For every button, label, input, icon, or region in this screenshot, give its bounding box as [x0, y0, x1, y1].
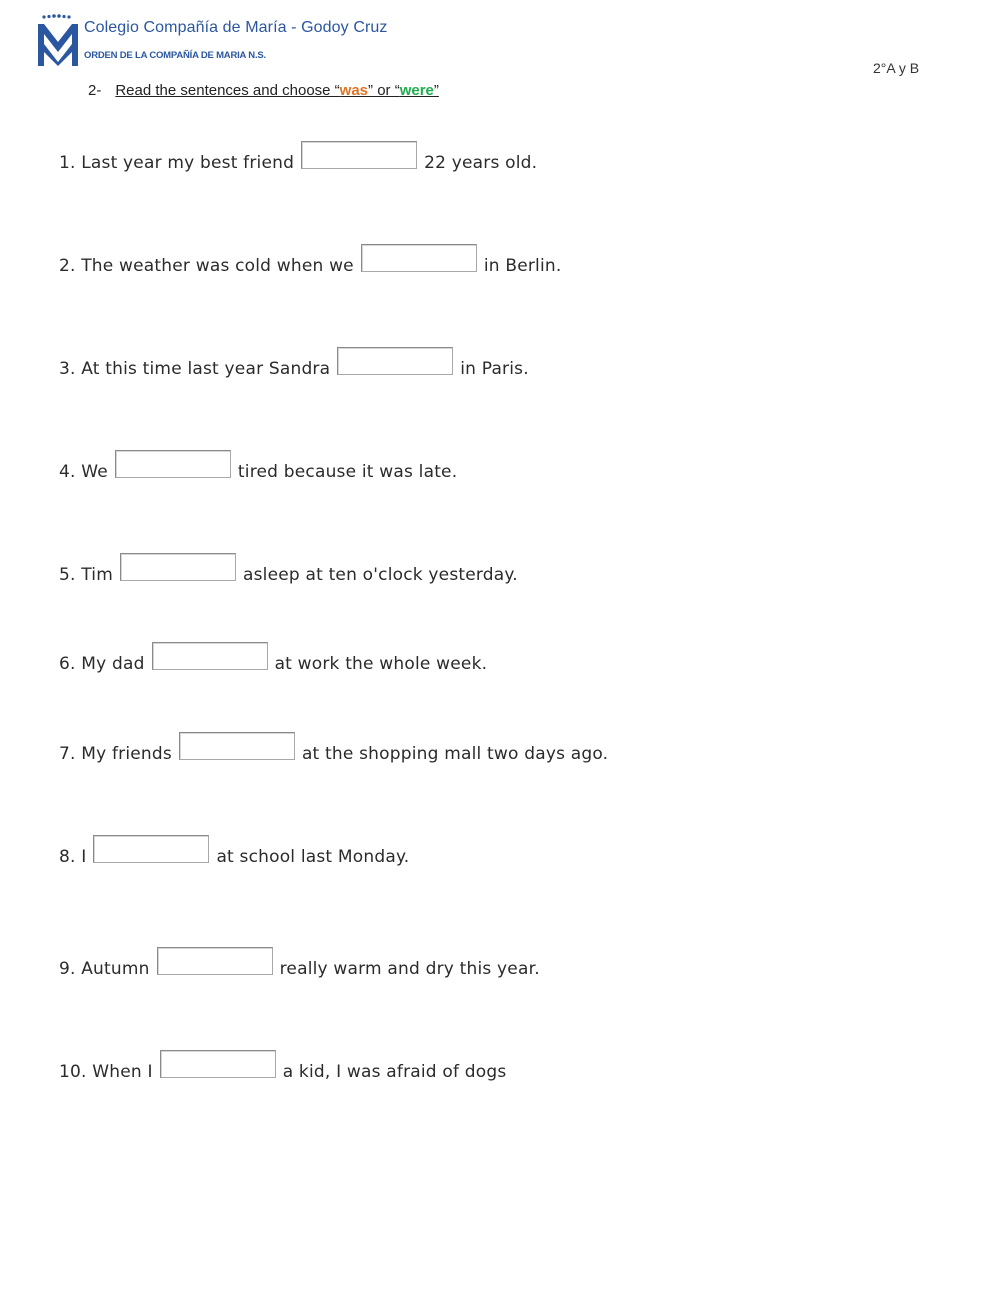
answer-input-1[interactable]: [301, 141, 417, 169]
question-text-before: 7. My friends: [59, 744, 172, 764]
instruction-number: 2-: [88, 82, 102, 99]
question-6: [59, 646, 487, 674]
option-was: was: [339, 82, 369, 99]
school-order: ORDEN DE LA COMPAÑÍA DE MARIA N.S.: [84, 50, 266, 61]
question-text-before: 10. When I: [59, 1062, 153, 1082]
question-text-after: tired because it was late.: [237, 462, 458, 482]
question-text-after: at work the whole week.: [274, 654, 488, 674]
question-7: [59, 736, 608, 764]
question-4: [59, 454, 457, 482]
question-text-before: 6. My dad: [59, 654, 145, 674]
answer-input-6[interactable]: [152, 642, 268, 670]
question-text-before: 1. Last year my best friend: [59, 153, 295, 173]
question-text-after: asleep at ten o'clock yesterday.: [242, 565, 518, 585]
school-name: Colegio Compañía de María - Godoy Cruz: [84, 19, 388, 36]
question-3: [59, 351, 529, 379]
question-text-before: 4. We: [59, 462, 108, 482]
instruction-text: [115, 82, 439, 99]
answer-input-10[interactable]: [160, 1050, 276, 1078]
instruction-text-after: ”: [433, 82, 439, 99]
question-9: [59, 951, 540, 979]
question-text-before: 8. I: [59, 847, 87, 867]
question-text-after: at school last Monday.: [216, 847, 410, 867]
question-8: [59, 839, 409, 867]
question-text-after: really warm and dry this year.: [279, 959, 540, 979]
school-logo: [37, 14, 79, 68]
class-label: 2°A y B: [873, 60, 920, 76]
question-text-before: 2. The weather was cold when we: [59, 256, 354, 276]
instruction-text-before: Read the sentences and choose “: [115, 82, 340, 99]
option-were: were: [399, 82, 434, 99]
question-text-after: a kid, I was afraid of dogs: [282, 1062, 507, 1082]
question-text-after: at the shopping mall two days ago.: [301, 744, 609, 764]
question-text-before: 5. Tim: [59, 565, 113, 585]
question-10: [59, 1054, 506, 1082]
instruction: [88, 82, 439, 99]
question-1: [59, 145, 537, 173]
answer-input-8[interactable]: [93, 835, 209, 863]
answer-input-2[interactable]: [361, 244, 477, 272]
answer-input-3[interactable]: [337, 347, 453, 375]
question-text-before: 9. Autumn: [59, 959, 150, 979]
question-text-after: in Paris.: [460, 359, 529, 379]
answer-input-4[interactable]: [115, 450, 231, 478]
question-text-after: in Berlin.: [483, 256, 562, 276]
question-text-before: 3. At this time last year Sandra: [59, 359, 331, 379]
answer-input-7[interactable]: [179, 732, 295, 760]
question-2: [59, 248, 561, 276]
answer-input-9[interactable]: [157, 947, 273, 975]
instruction-text-middle: ” or “: [368, 82, 400, 99]
question-text-after: 22 years old.: [424, 153, 538, 173]
question-5: [59, 557, 518, 585]
answer-input-5[interactable]: [120, 553, 236, 581]
